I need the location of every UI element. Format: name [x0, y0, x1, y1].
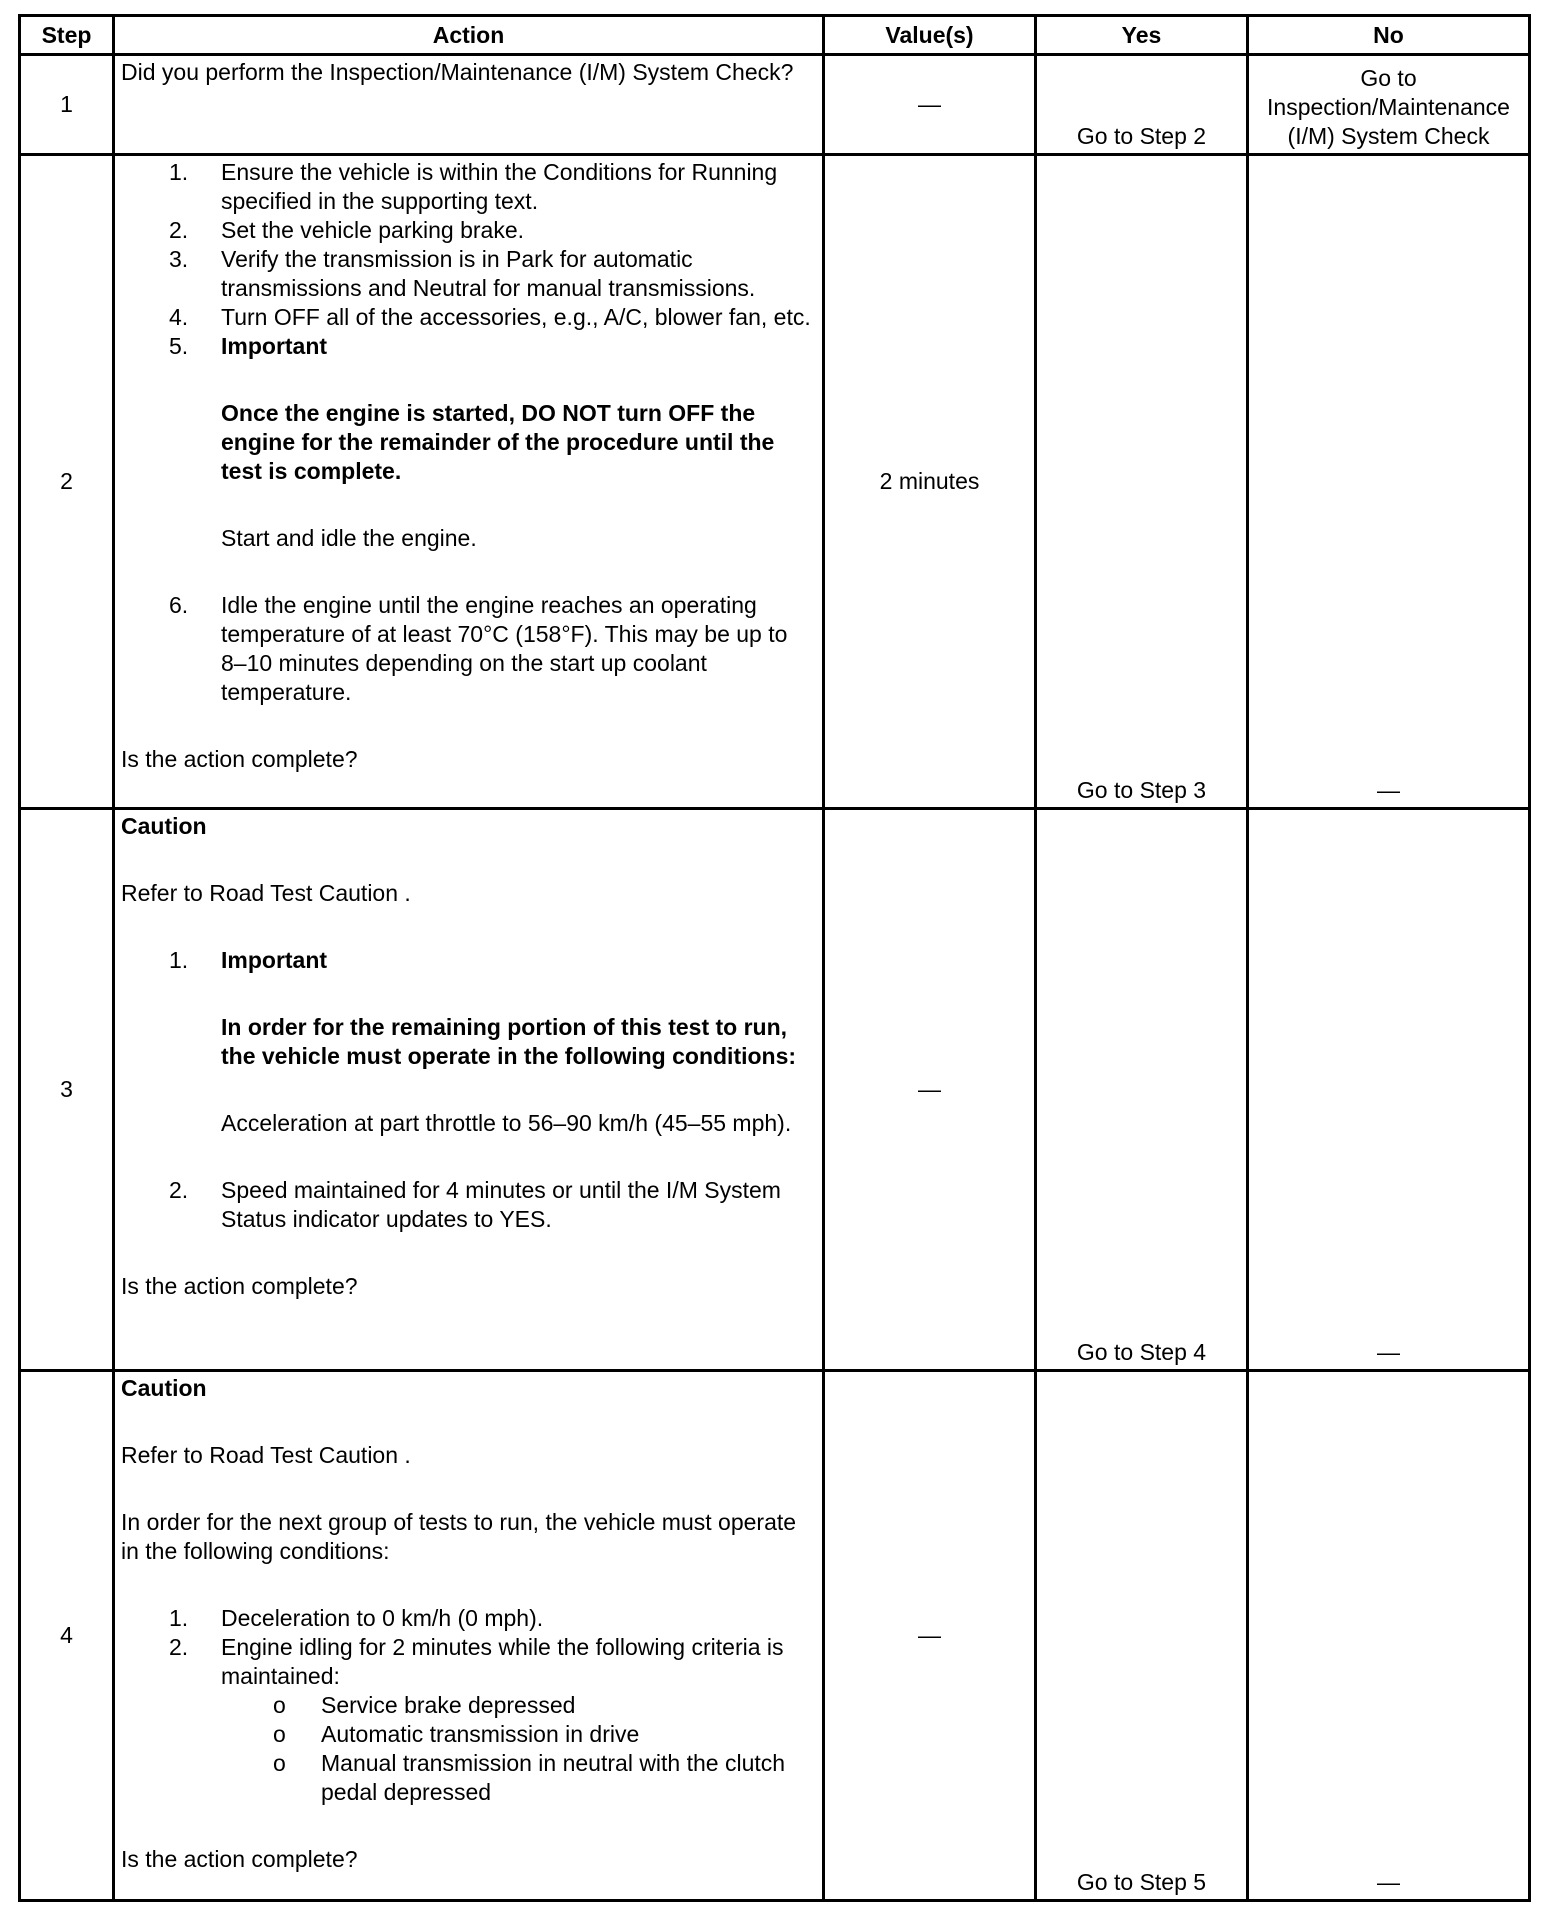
action-list — [121, 158, 816, 707]
step-number: 4 — [20, 1371, 114, 1901]
criteria-item: o Manual transmission in neutral with the clutch pedal depressed — [273, 1750, 786, 1805]
table-row — [20, 1371, 1530, 1901]
header-no: No — [1248, 16, 1530, 55]
question-text: Did you perform the Inspection/Maintenance (I/M) System Check? — [121, 59, 794, 85]
table-row — [20, 809, 1530, 1371]
action-cell — [114, 155, 824, 809]
header-yes: Yes — [1036, 16, 1248, 55]
action-cell — [114, 1371, 824, 1901]
header-values: Value(s) — [824, 16, 1036, 55]
action-cell — [114, 55, 824, 155]
important-warning: Once the engine is started, DO NOT turn OFF the engine for the remainder of the procedure until the test is complete. — [221, 400, 775, 484]
important-warning: In order for the remaining portion of this test to run, the vehicle must operate in the following conditions: — [221, 1014, 797, 1069]
list-item: 3. Verify the transmission is in Park for automatic transmissions and Neutral for manual transmissions. — [169, 246, 756, 301]
list-item: 5. Important Once the engine is started, DO NOT turn OFF the engine for the remainder of the procedure until the test is complete. Start and idle the engine. — [121, 332, 816, 591]
no-link: — — [1248, 155, 1530, 809]
list-item-text: Acceleration at part throttle to 56–90 km/h (45–55 mph). — [221, 1110, 792, 1136]
list-item: 1. Important In order for the remaining portion of this test to run, the vehicle must operate in the following conditions: Acceleration at part throttle to 56–90 km/h (45–55 mph). — [121, 946, 816, 1176]
question-text: Is the action complete? — [121, 746, 358, 772]
action-list — [121, 1604, 816, 1807]
list-item: 4. Turn OFF all of the accessories, e.g., A/C, blower fan, etc. — [169, 304, 811, 330]
yes-link[interactable]: Go to Step 4 — [1036, 809, 1248, 1371]
caution-title: Caution — [121, 813, 207, 839]
list-item: 1. Deceleration to 0 km/h (0 mph). — [169, 1605, 544, 1631]
criteria-item: o Automatic transmission in drive — [273, 1721, 640, 1747]
important-heading: Important — [221, 333, 328, 359]
diagnostic-table — [18, 14, 1531, 1902]
list-item: 6. Idle the engine until the engine reaches an operating temperature of at least 70°C (158°F). This may be up to 8–10 minutes depending on the start up coolant temperature. — [169, 592, 788, 705]
table-row — [20, 155, 1530, 809]
list-item: 1. Ensure the vehicle is within the Conditions for Running specified in the supporting text. — [169, 159, 778, 214]
list-item: 2. Set the vehicle parking brake. — [169, 217, 525, 243]
important-heading: Important — [221, 947, 328, 973]
question-text: Is the action complete? — [121, 1273, 358, 1299]
header-step: Step — [20, 16, 114, 55]
value-cell: — — [824, 1371, 1036, 1901]
yes-link[interactable]: Go to Step 2 — [1036, 55, 1248, 155]
no-link[interactable]: Go to Inspection/Maintenance (I/M) System Check — [1248, 55, 1530, 155]
criteria-item: o Service brake depressed — [273, 1692, 576, 1718]
yes-link[interactable]: Go to Step 5 — [1036, 1371, 1248, 1901]
question-text: Is the action complete? — [121, 1846, 358, 1872]
bullet-icon: o — [273, 1750, 286, 1776]
list-item: 2. Speed maintained for 4 minutes or until the I/M System Status indicator updates to YES. — [169, 1177, 781, 1232]
header-action: Action — [114, 16, 824, 55]
header-row — [20, 16, 1530, 55]
step-number: 3 — [20, 809, 114, 1371]
action-list — [121, 946, 816, 1234]
list-item: 2. Engine idling for 2 minutes while the following criteria is maintained: o Service brake depressed o Automatic transmission in drive o Manual transmission in neutral with the clutch pedal depressed — [121, 1633, 816, 1807]
value-cell: — — [824, 55, 1036, 155]
table-row — [20, 55, 1530, 155]
yes-link[interactable]: Go to Step 3 — [1036, 155, 1248, 809]
caution-text: Refer to Road Test Caution . — [121, 880, 411, 906]
caution-title: Caution — [121, 1375, 207, 1401]
value-cell: — — [824, 809, 1036, 1371]
intro-text: In order for the next group of tests to run, the vehicle must operate in the following conditions: — [121, 1509, 797, 1564]
bullet-icon: o — [273, 1721, 286, 1747]
caution-text: Refer to Road Test Caution . — [121, 1442, 411, 1468]
action-cell — [114, 809, 824, 1371]
step-number: 1 — [20, 55, 114, 155]
no-link: — — [1248, 809, 1530, 1371]
bullet-icon: o — [273, 1692, 286, 1718]
step-number: 2 — [20, 155, 114, 809]
list-item-text: Start and idle the engine. — [221, 525, 477, 551]
value-cell: 2 minutes — [824, 155, 1036, 809]
no-link: — — [1248, 1371, 1530, 1901]
criteria-list — [221, 1691, 816, 1807]
